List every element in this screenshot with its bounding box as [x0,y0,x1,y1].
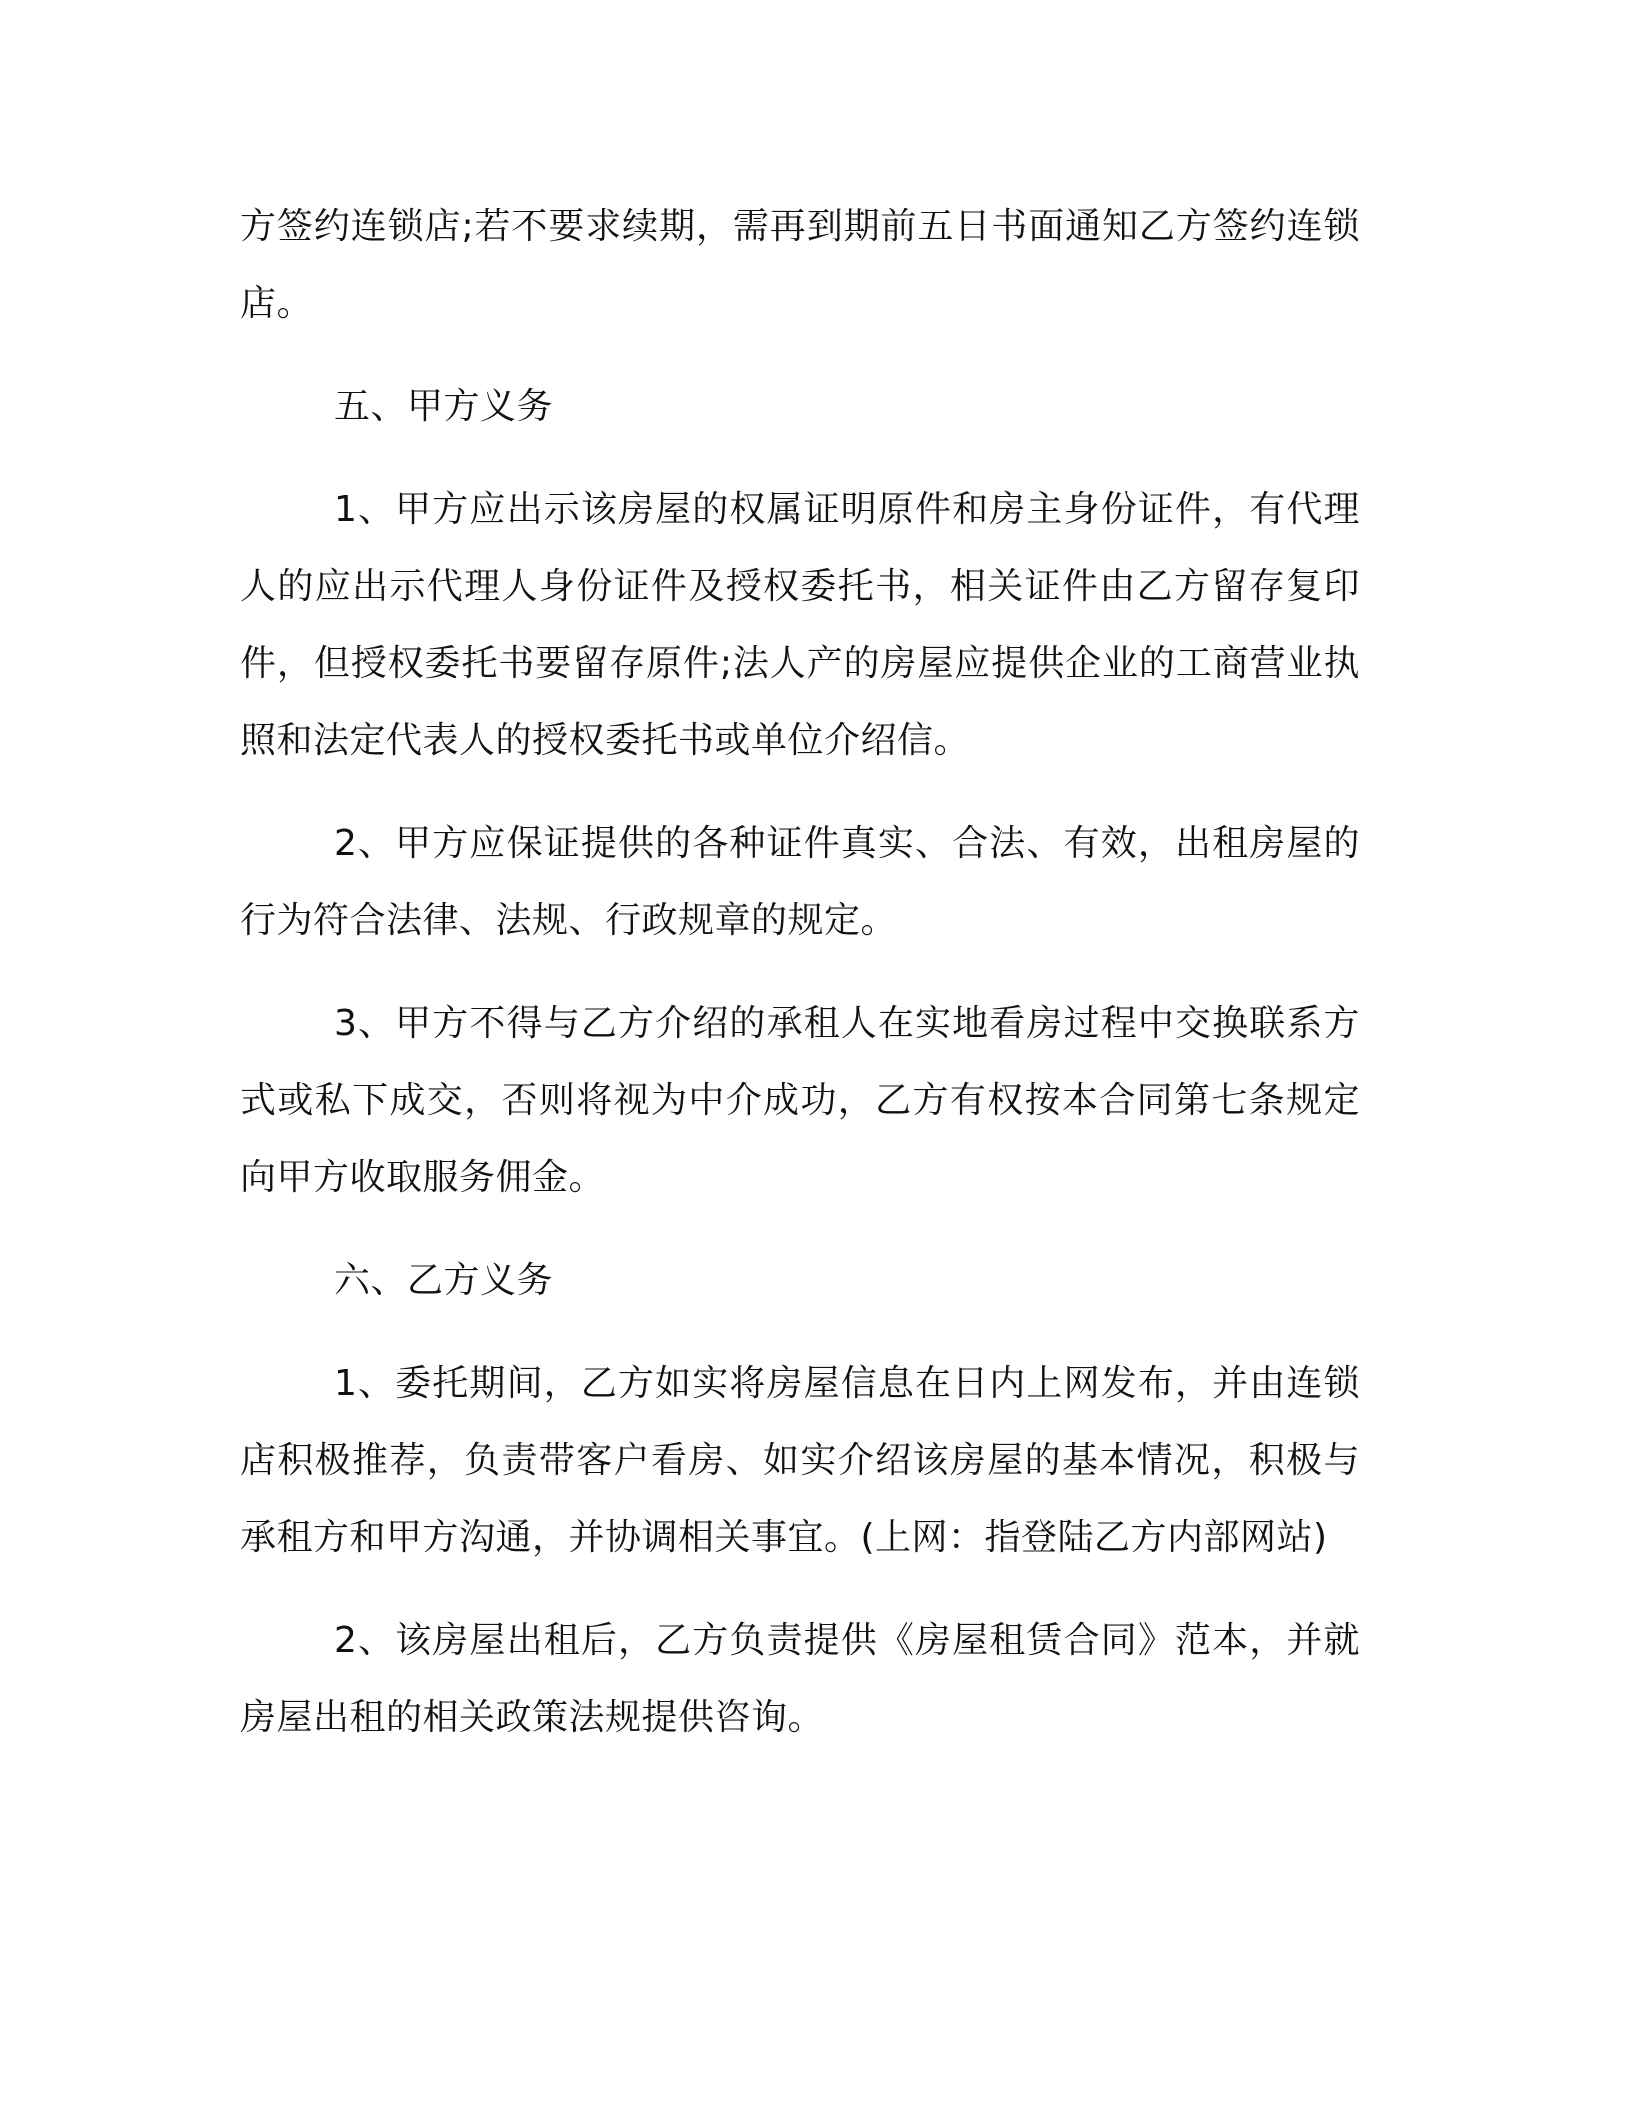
paragraph-continuation: 方签约连锁店;若不要求续期，需再到期前五日书面通知乙方签约连锁店。 [240,206,1360,324]
section-heading-party-a-obligations: 五、甲方义务 [334,386,554,427]
paragraph-party-a-item-1: 1、甲方应出示该房屋的权属证明原件和房主身份证件，有代理人的应出示代理人身份证件及授权委托书，相关证件由乙方留存复印件，但授权委托书要留存原件;法人产的房屋应提供企业的工商营业执照和法定代表人的授权委托书或单位介绍信。 [240,489,1360,761]
paragraph-party-a-item-3: 3、甲方不得与乙方介绍的承租人在实地看房过程中交换联系方式或私下成交，否则将视为中介成功，乙方有权按本合同第七条规定向甲方收取服务佣金。 [240,1003,1360,1198]
document-page [240,188,1360,1756]
paragraph-party-b-item-1: 1、委托期间，乙方如实将房屋信息在日内上网发布，并由连锁店积极推荐，负责带客户看房、如实介绍该房屋的基本情况，积极与承租方和甲方沟通，并协调相关事宜。(上网：指登陆乙方内部网站) [240,1363,1360,1558]
paragraph-party-a-item-2: 2、甲方应保证提供的各种证件真实、合法、有效，出租房屋的行为符合法律、法规、行政规章的规定。 [240,823,1360,941]
paragraph-party-b-item-2: 2、该房屋出租后，乙方负责提供《房屋租赁合同》范本，并就房屋出租的相关政策法规提供咨询。 [240,1620,1360,1738]
section-heading-party-b-obligations: 六、乙方义务 [334,1260,554,1301]
